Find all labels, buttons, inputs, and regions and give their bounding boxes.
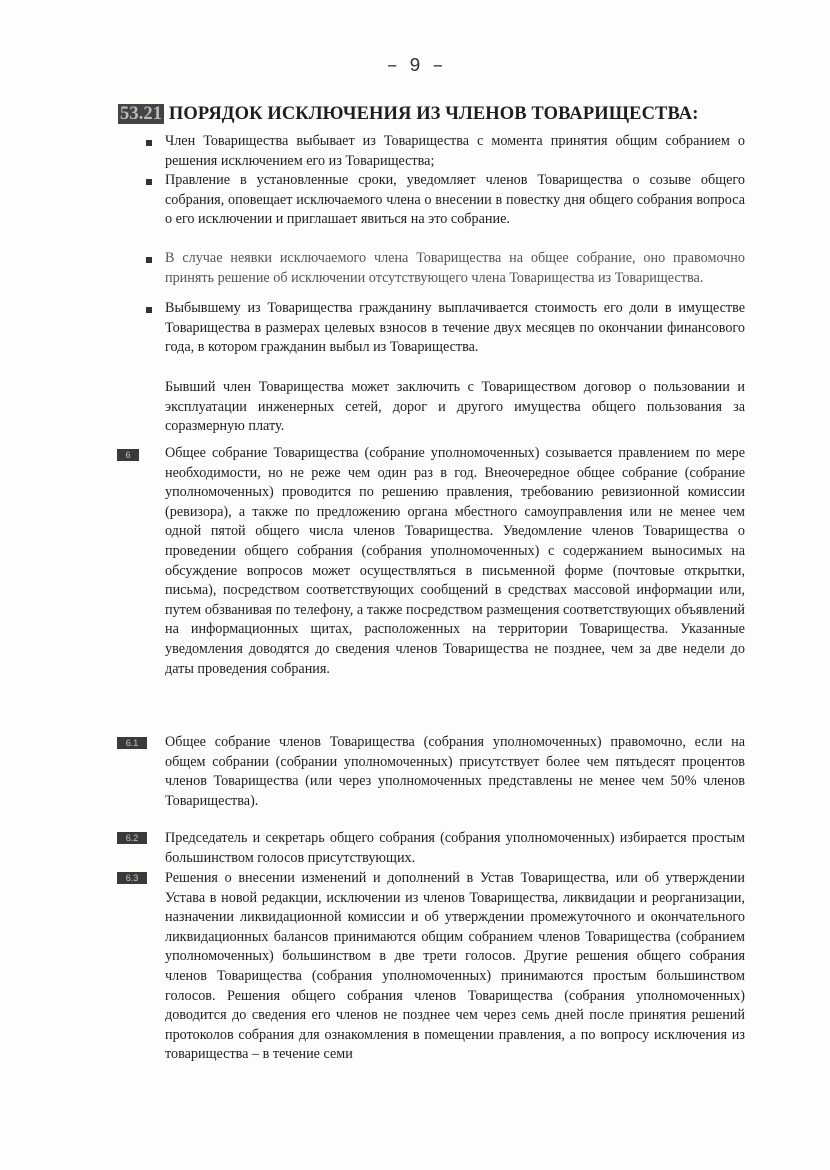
- bullet-marker-4: [146, 307, 152, 313]
- bullet-item-4: Выбывшему из Товарищества гражданину выплачивается стоимость его доли в имуществе Товарищества в размерах целевых взносов в течение двух месяцев по окончании финансового года, в котором гражданин выбыл из Товарищества.: [165, 300, 745, 356]
- section-marker-6: 6: [117, 449, 139, 461]
- page-number: – 9 –: [386, 55, 444, 77]
- bullet-item-3: В случае неявки исключаемого члена Товарищества на общее собрание, оно правомочно принять решение об исключении отсутствующего члена Товарищества из Товарищества.: [165, 250, 745, 286]
- section-marker-6-3: 6.3: [117, 872, 147, 884]
- section-6-1-text: Общее собрание членов Товарищества (собрания уполномоченных) правомочно, если на общем собрании (собрании уполномоченных) присутствует более чем пятьдесят процентов членов Товарищества (или через уполномоченных представлены не менее чем 50% членов Товарищества).: [165, 734, 745, 809]
- former-member-paragraph: Бывший член Товарищества может заключить с Товариществом договор о пользовании и эксплуатации инженерных сетей, дорог и другого имущества общего пользования за соразмерную плату.: [165, 379, 745, 435]
- section-marker-6-1: 6.1: [117, 737, 147, 749]
- bullet-marker-1: [146, 140, 152, 146]
- heading-title: ПОРЯДОК ИСКЛЮЧЕНИЯ ИЗ ЧЛЕНОВ ТОВАРИЩЕСТВА:: [168, 104, 699, 124]
- bullet-item-1: Член Товарищества выбывает из Товарищества с момента принятия общим собранием о решения исключением его из Товарищества;: [165, 133, 745, 169]
- heading-number: 53.21: [120, 104, 163, 124]
- section-6-3-text: Решения о внесении изменений и дополнений в Устав Товарищества, или об утверждении Устава в новой редакции, исключении из членов Товарищества, ликвидации и реорганизации, назначении ликвидационной комиссии и об утверждении промежуточного и окончательного ликвидационных балансов принимаются общим собранием членов Товарищества (собранием уполномоченных) большинством в две трети голосов. Другие решения общего собрания членов Товарищества (собрания уполномоченных) принимаются простым большинством голосов. Решения общего собрания членов Товарищества (собрания уполномоченных) доводится до сведения его членов не позднее чем через семь дней после принятия решений протоколов собрания для ознакомления в помещении правления, а по вопросу исключения из товарищества – в течение семи: [165, 870, 745, 1063]
- section-heading: [118, 104, 758, 125]
- bullet-marker-2: [146, 179, 152, 185]
- section-6-2-text: Председатель и секретарь общего собрания (собрания уполномоченных) избирается простым большинством голосов присутствующих.: [165, 830, 745, 866]
- section-6-text: Общее собрание Товарищества (собрание уполномоченных) созывается правлением по мере необходимости, но не реже чем один раз в год. Внеочередное общее собрание (собрание уполномоченных) проводится по решению правления, требованию ревизионной комиссии (ревизора), а также по предложению органа мбестного самоуправления или не менее чем одной пятой общего числа членов Товарищества. Уведомление членов Товарищества о проведении общего собрания (собрания уполномоченных) с содержанием выносимых на обсуждение вопросов может осуществляться в письменной форме (почтовые открытки, письма), посредством соответствующих сообщений в средствах массовой информации или, путем обзванивая по телефону, а также посредством размещения соответствующих объявлений на информационных щитах, расположенных на территории Товарищества. Указанные уведомления доводятся до сведения членов Товарищества не позднее, чем за две недели до даты проведения собрания.: [165, 445, 745, 677]
- bullet-item-2: Правление в установленные сроки, уведомляет членов Товарищества о созыве общего собрания, оповещает исключаемого члена о внесении в повестку дня общего собрания вопроса о его исключении и приглашает явиться на это собрание.: [165, 172, 745, 228]
- section-marker-6-2: 6.2: [117, 832, 147, 844]
- bullet-marker-3: [146, 257, 152, 263]
